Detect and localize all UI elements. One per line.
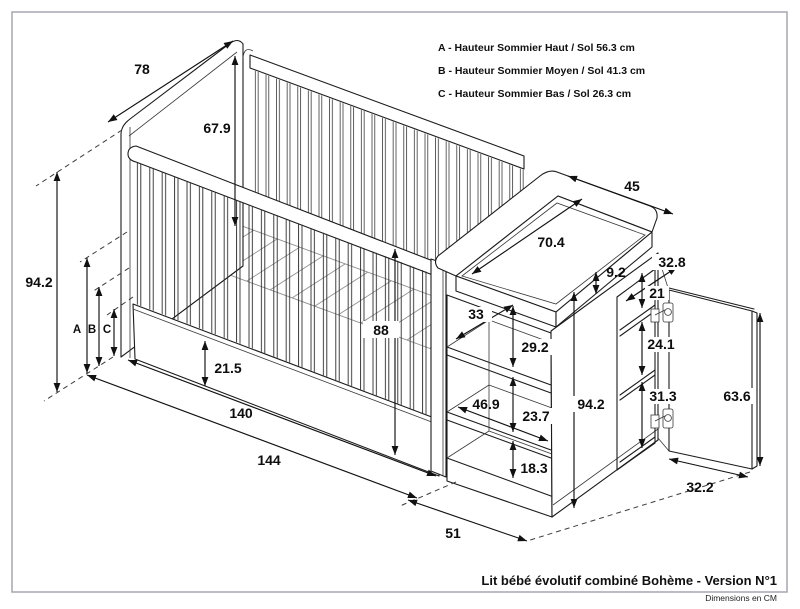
- dim-label-67-9: 67.9: [203, 120, 231, 136]
- dim-label-29-2: 29.2: [521, 339, 549, 355]
- title-block: [481, 573, 777, 603]
- sommier-height-legend: [438, 42, 645, 100]
- dim-label-70-4: 70.4: [537, 234, 565, 250]
- legend-line-a: A - Hauteur Sommier Haut / Sol 56.3 cm: [438, 42, 635, 54]
- dim-label-94-2-right: 94.2: [577, 396, 605, 412]
- dim-label-94-2-left: 94.2: [25, 274, 53, 290]
- drawing-title: Lit bébé évolutif combiné Bohème - Version N°1: [481, 573, 777, 588]
- dim-label-32-2: 32.2: [686, 479, 714, 495]
- dim-label-78: 78: [134, 61, 150, 77]
- dim-label-B: B: [87, 324, 97, 336]
- arrow-51: [408, 500, 527, 541]
- dim-label-32-8: 32.8: [658, 254, 686, 270]
- dim-label-33: 33: [468, 306, 484, 322]
- changing-unit-line-art: [436, 171, 758, 517]
- legend-line-b: B - Hauteur Sommier Moyen / Sol 41.3 cm: [438, 65, 646, 77]
- dim-label-31-3: 31.3: [649, 388, 677, 404]
- cabinet-door-open: [669, 288, 757, 469]
- dim-label-140: 140: [229, 405, 253, 421]
- dim-label-9-2: 9.2: [606, 264, 626, 280]
- dim-label-51: 51: [445, 525, 461, 541]
- dim-label-A: A: [72, 324, 82, 336]
- dim-label-88: 88: [373, 322, 389, 338]
- dim-label-18-3: 18.3: [520, 460, 548, 476]
- units-note: Dimensions en CM: [705, 593, 777, 603]
- dim-label-24-1: 24.1: [647, 336, 675, 352]
- dim-label-21-5: 21.5: [214, 360, 242, 376]
- crib-end-post: [431, 259, 446, 477]
- dim-label-23-7: 23.7: [522, 408, 550, 424]
- dim-label-144: 144: [257, 452, 281, 468]
- dim-label-45: 45: [624, 178, 640, 194]
- dim-label-21: 21: [649, 285, 665, 301]
- dim-label-C: C: [102, 324, 112, 336]
- dim-label-63-6: 63.6: [723, 388, 751, 404]
- dim-label-46-9: 46.9: [472, 396, 500, 412]
- legend-line-c: C - Hauteur Sommier Bas / Sol 26.3 cm: [438, 88, 632, 100]
